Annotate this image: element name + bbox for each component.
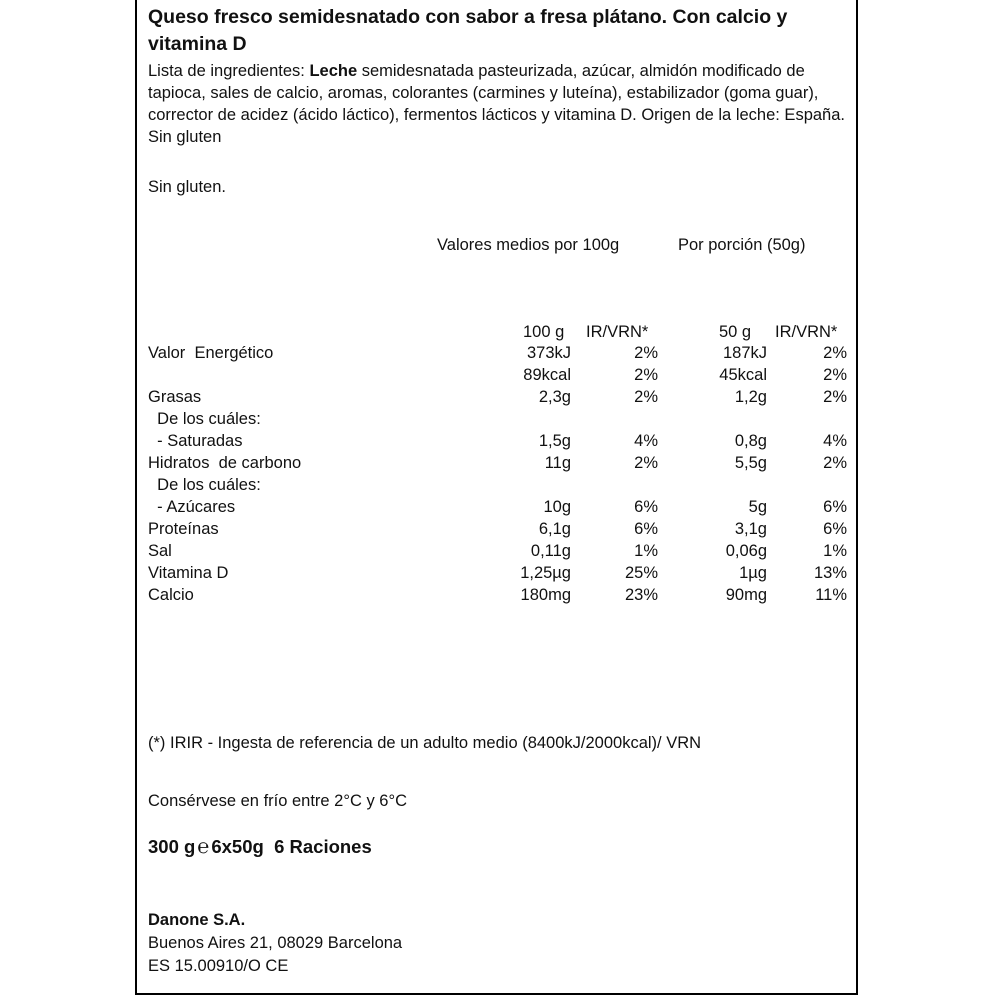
- gluten-note: Sin gluten.: [148, 178, 226, 196]
- quantity-line: [148, 836, 372, 859]
- nutrient-ir100: 23%: [624, 586, 658, 604]
- nutrient-v50: 0,8g: [734, 432, 767, 450]
- nutrient-ir50: 6%: [823, 520, 847, 538]
- nutrient-label: Calcio: [148, 586, 194, 604]
- nutrient-v50: 1,2g: [734, 388, 767, 406]
- nutrient-label: De los cuáles:: [148, 476, 261, 494]
- nutrient-label: Valor Energético: [148, 344, 274, 362]
- nutrient-label: Grasas: [148, 388, 202, 406]
- nutrient-v100: 373kJ: [526, 344, 571, 362]
- storage-instructions: Consérvese en frío entre 2°C y 6°C: [148, 792, 407, 810]
- subhead-ir-50: IR/VRN*: [775, 323, 838, 341]
- nutrient-ir50: 13%: [813, 564, 847, 582]
- nutrient-v50: 187kJ: [722, 344, 767, 362]
- nutrient-ir50: 2%: [823, 366, 847, 384]
- nutrient-label: Sal: [148, 542, 172, 560]
- nutrient-v100: 10g: [543, 498, 571, 516]
- estimated-sign-icon: ℮: [197, 836, 210, 858]
- nutrient-label: Hidratos de carbono: [148, 454, 302, 472]
- nutrient-ir50: 2%: [823, 454, 847, 472]
- header-per-100g: Valores medios por 100g: [437, 236, 620, 254]
- servings-count: 6 Raciones: [274, 836, 372, 857]
- nutrient-ir100: 1%: [634, 542, 658, 560]
- nutrient-v100: 2,3g: [538, 388, 571, 406]
- nutrient-label: Vitamina D: [148, 564, 229, 582]
- pack-format: 6x50g: [211, 836, 264, 857]
- company-address: Buenos Aires 21, 08029 Barcelona: [148, 934, 403, 952]
- nutrient-v100: 0,11g: [530, 542, 571, 560]
- nutrient-v50: 0,06g: [725, 542, 767, 560]
- nutrient-label: Proteínas: [148, 520, 219, 538]
- nutrient-v100: 11g: [544, 454, 571, 472]
- nutrient-v100: 6,1g: [538, 520, 571, 538]
- nutrient-v100: 1,25µg: [520, 564, 571, 582]
- nutrient-v100: 1,5g: [538, 432, 571, 450]
- nutrient-ir50: 1%: [823, 542, 847, 560]
- nutrient-ir50: 6%: [823, 498, 847, 516]
- company-name: Danone S.A.: [148, 911, 246, 929]
- nutrient-ir100: 2%: [634, 454, 658, 472]
- nutrient-v50: 90mg: [725, 586, 767, 604]
- subhead-ir-100: IR/VRN*: [586, 323, 649, 341]
- ingredients-list: [148, 60, 848, 148]
- nutrient-ir100: 6%: [634, 520, 658, 538]
- nutrient-v100: 89kcal: [523, 366, 571, 384]
- nutrient-ir50: 2%: [823, 344, 847, 362]
- nutrient-ir100: 25%: [624, 564, 658, 582]
- nutrient-ir100: 4%: [634, 432, 658, 450]
- nutrient-ir50: 4%: [823, 432, 847, 450]
- nutrient-label: De los cuáles:: [148, 410, 261, 428]
- nutrient-ir100: 6%: [634, 498, 658, 516]
- nutrient-ir50: 11%: [815, 586, 847, 604]
- subhead-50g: 50 g: [719, 323, 752, 341]
- subhead-100g: 100 g: [523, 323, 565, 341]
- nutrient-v50: 3,1g: [734, 520, 767, 538]
- net-weight: 300 g: [148, 836, 196, 857]
- nutrient-v50: 5,5g: [734, 454, 767, 472]
- nutrient-v100: 180mg: [520, 586, 571, 604]
- nutrient-ir50: 2%: [823, 388, 847, 406]
- nutrient-ir100: 2%: [634, 366, 658, 384]
- allergen-highlight: Leche: [309, 62, 358, 80]
- nutrient-label: - Azúcares: [148, 498, 236, 516]
- ingredients-text: semidesnatada pasteurizada, azúcar, almidón modificado de tapioca, sales de calcio, aromas, colorantes (carmines y luteína), estabilizador (goma guar), corrector de acidez (ácido láctico), fermentos lácticos y vitamina D. Origen de la leche: España. Sin gluten: [148, 62, 845, 146]
- nutrient-v50: 1µg: [739, 564, 767, 582]
- ingredients-prefix: Lista de ingredientes:: [148, 62, 310, 80]
- nutrient-ir100: 2%: [634, 344, 658, 362]
- product-title: Queso fresco semidesnatado con sabor a fresa plátano. Con calcio y vitamina D: [148, 6, 788, 55]
- reference-footnote: (*) IRIR - Ingesta de referencia de un adulto medio (8400kJ/2000kcal)/ VRN: [148, 734, 702, 752]
- header-per-portion: Por porción (50g): [678, 236, 806, 254]
- nutrient-v50: 5g: [748, 498, 767, 516]
- nutrient-ir100: 2%: [634, 388, 658, 406]
- nutrient-label: - Saturadas: [148, 432, 243, 450]
- nutrient-v50: 45kcal: [719, 366, 767, 384]
- sanitary-registry: ES 15.00910/O CE: [148, 957, 289, 975]
